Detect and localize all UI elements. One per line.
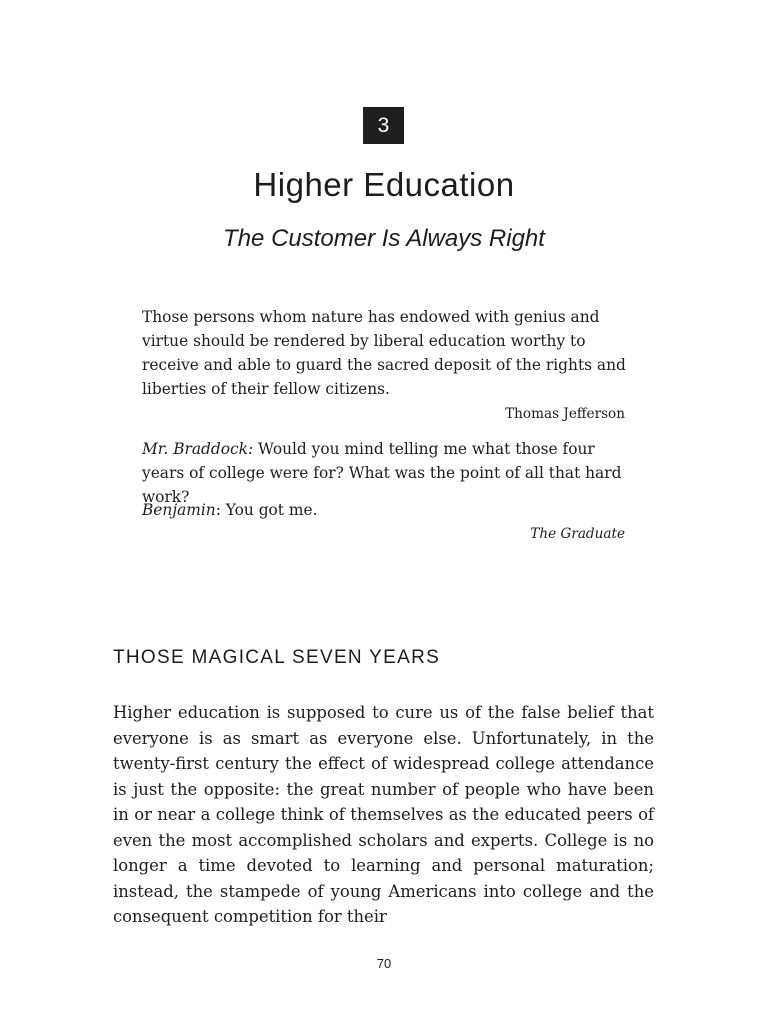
speaker-braddock: Mr. Braddock: xyxy=(142,440,254,458)
epigraph-jefferson-attribution: Thomas Jefferson xyxy=(505,406,625,422)
body-paragraph: Higher education is supposed to cure us of the false belief that everyone is as smart as everyone else. Unfortunately, in the twenty-first century the effect of widespread college attendance is just the opposite: the great number of people who have been in or near a college think of themselves as the educated peers of even the most accomplished scholars and experts. College is no longer a time devoted to learning and personal maturation; instead, the stampede of young Americans into college and the consequent competition for their xyxy=(113,703,654,926)
benjamin-dialogue: : You got me. xyxy=(215,501,318,519)
section-heading: THOSE MAGICAL SEVEN YEARS xyxy=(113,647,441,668)
epigraph-graduate-attribution: The Graduate xyxy=(530,526,625,542)
chapter-number-badge: 3 xyxy=(363,107,404,144)
page-number: 70 xyxy=(376,956,392,971)
chapter-title: Higher Education xyxy=(253,166,515,203)
epigraph-benjamin-line xyxy=(142,498,626,522)
epigraph-jefferson-quote: Those persons whom nature has endowed with genius and virtue should be rendered by liberal education worthy to receive and able to guard the sacred deposit of the rights and liberties of their fellow citizens. xyxy=(142,308,626,398)
speaker-benjamin: Benjamin xyxy=(142,501,216,519)
braddock-dialogue: Would you mind telling me what those four years of college were for? What was the point of all that hard work? xyxy=(142,440,622,506)
chapter-subtitle: The Customer Is Always Right xyxy=(223,225,545,252)
